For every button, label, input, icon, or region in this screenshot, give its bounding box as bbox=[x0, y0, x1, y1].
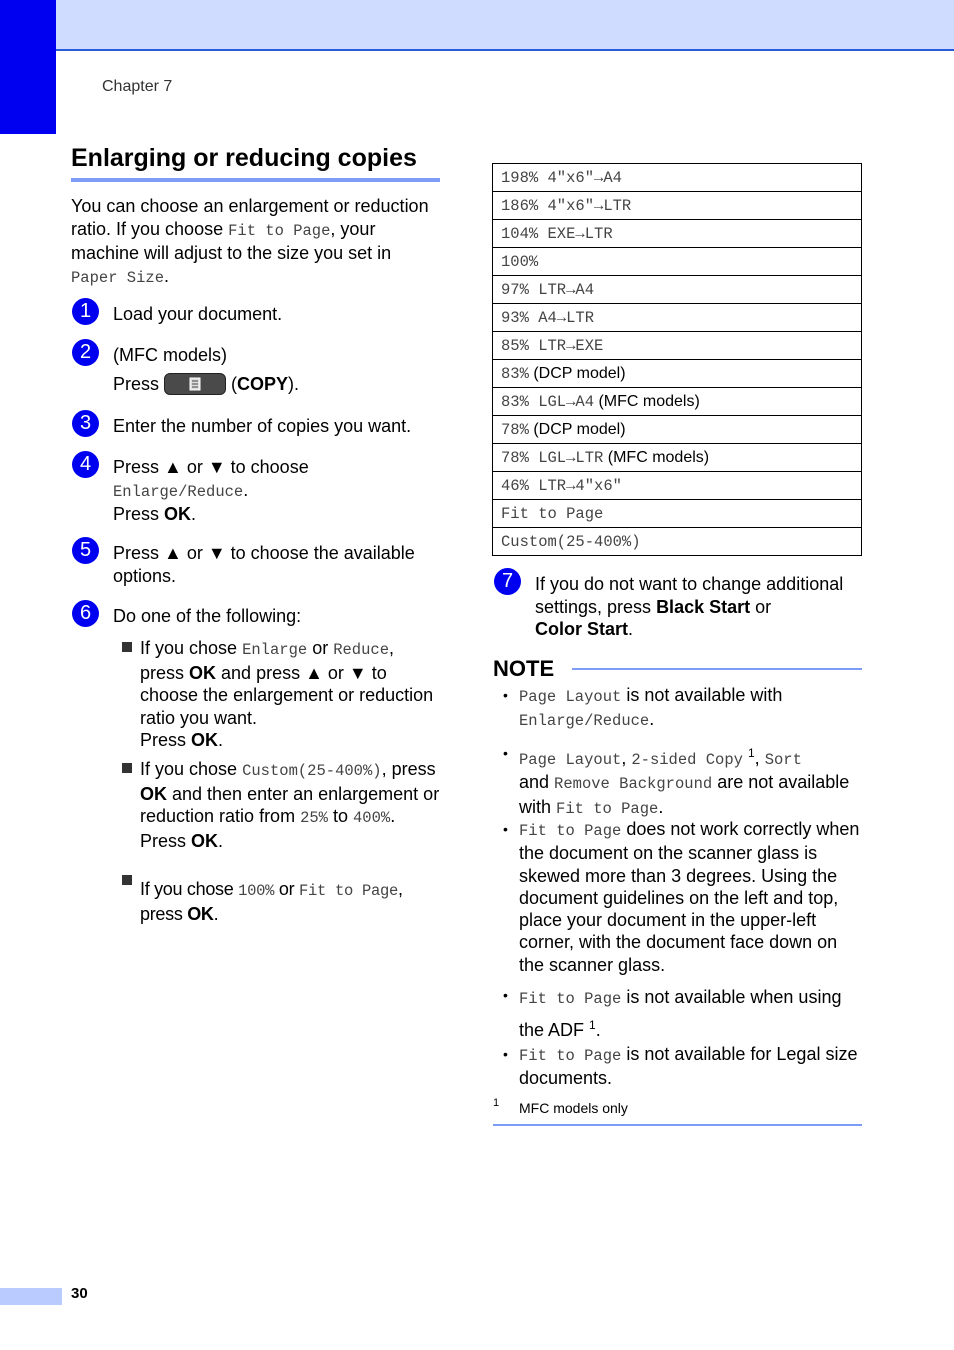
footer-bar bbox=[0, 1288, 62, 1305]
ratio-row bbox=[493, 332, 862, 360]
note-bottom-divider bbox=[493, 1124, 862, 1126]
step-7-text: If you do not want to change additional settings, press Black Start or Color Start. bbox=[535, 574, 844, 639]
ratio-row bbox=[493, 388, 862, 416]
ratio-cell bbox=[493, 500, 862, 528]
step-2-models: (MFC models) bbox=[113, 345, 228, 365]
ratio-row bbox=[493, 220, 862, 248]
ratio-cell bbox=[493, 360, 862, 388]
step-2-badge: 2 bbox=[72, 339, 99, 366]
step-6-option-2: If you chose Custom(25-400%), press OK and then enter an enlargement or reduction ratio from 25% to 400%. Press OK. bbox=[140, 759, 440, 851]
step-1-badge: 1 bbox=[72, 298, 99, 325]
ratio-code: 186% 4"x6"→LTR bbox=[501, 196, 632, 215]
note-item-2: Page Layout, 2-sided Copy $^1$, Sort and Remove Background are not available with Fit to Page. bbox=[519, 746, 850, 818]
step-4-badge: 4 bbox=[72, 451, 99, 478]
ratio-code: 97% LTR→A4 bbox=[501, 280, 595, 299]
ratio-code: 83% LGL→A4 bbox=[501, 392, 595, 411]
ratio-cell bbox=[493, 192, 862, 220]
ratio-code: 46% LTR→4"x6" bbox=[501, 476, 622, 495]
step-4-text: Press ▲ or ▼ to choose Enlarge/Reduce. Press OK. bbox=[113, 457, 309, 524]
ratio-code: Custom(25-400%) bbox=[501, 532, 641, 551]
ratio-note: (MFC models) bbox=[594, 392, 700, 410]
ratio-cell bbox=[493, 332, 862, 360]
chapter-label: Chapter 7 bbox=[102, 78, 173, 95]
note-item-4: Fit to Page is not available when using the ADF $^1$. bbox=[519, 987, 842, 1040]
ratio-row bbox=[493, 276, 862, 304]
ratio-row bbox=[493, 192, 862, 220]
bullet-square bbox=[122, 763, 132, 773]
copy-icon bbox=[189, 377, 202, 391]
ratio-cell bbox=[493, 164, 862, 192]
bullet-square bbox=[122, 642, 132, 652]
note-item-5: Fit to Page is not available for Legal size documents. bbox=[519, 1044, 858, 1089]
ratio-cell bbox=[493, 444, 862, 472]
ratio-code: 198% 4"x6"→A4 bbox=[501, 168, 622, 187]
note-bullet: • bbox=[503, 821, 508, 837]
note-divider bbox=[572, 668, 862, 670]
ratio-table bbox=[492, 163, 862, 556]
note-bullet: • bbox=[503, 1046, 508, 1062]
step-3-text: Enter the number of copies you want. bbox=[113, 416, 412, 436]
section-title: Enlarging or reducing copies bbox=[71, 144, 440, 182]
ratio-code: 100% bbox=[501, 252, 539, 271]
step-5-badge: 5 bbox=[72, 537, 99, 564]
step-5-text: Press ▲ or ▼ to choose the available options. bbox=[113, 543, 415, 586]
ratio-cell bbox=[493, 528, 862, 556]
ratio-cell bbox=[493, 304, 862, 332]
ratio-row bbox=[493, 360, 862, 388]
bullet-square bbox=[122, 875, 132, 885]
ratio-row bbox=[493, 164, 862, 192]
ratio-code: Fit to Page bbox=[501, 504, 604, 523]
intro-paragraph: You can choose an enlargement or reduction ratio. If you choose Fit to Page, your machine will adjust to the size you set in Paper Size. bbox=[71, 196, 429, 287]
ratio-row bbox=[493, 500, 862, 528]
ratio-row bbox=[493, 416, 862, 444]
ratio-code: 83% bbox=[501, 364, 529, 383]
note-bullet: • bbox=[503, 987, 508, 1003]
ratio-row bbox=[493, 304, 862, 332]
ratio-cell bbox=[493, 388, 862, 416]
chapter-tab bbox=[0, 0, 56, 134]
ratio-code: 78% bbox=[501, 420, 529, 439]
note-item-1: Page Layout is not available with Enlarge/Reduce. bbox=[519, 685, 783, 731]
ratio-cell bbox=[493, 472, 862, 500]
ratio-cell bbox=[493, 276, 862, 304]
step-1-text: Load your document. bbox=[113, 304, 283, 324]
ratio-code: 78% LGL→LTR bbox=[501, 448, 604, 467]
footnote-mark: 1 bbox=[493, 1097, 500, 1109]
ratio-code: 93% A4→LTR bbox=[501, 308, 595, 327]
note-bullet: • bbox=[503, 745, 508, 761]
step-2-press: Press (COPY). bbox=[113, 374, 300, 394]
ratio-row bbox=[493, 528, 862, 556]
footnote-text: MFC models only bbox=[519, 1100, 628, 1116]
step-6-text: Do one of the following: bbox=[113, 606, 302, 626]
note-item-3: Fit to Page does not work correctly when the document on the scanner glass is skewed more than 3 degrees. Using the document guidelines on the left and top, place your document in the upper-left corner, with the document face down on the scanner glass. bbox=[519, 819, 860, 975]
ratio-note: (DCP model) bbox=[528, 420, 626, 438]
ratio-row bbox=[493, 248, 862, 276]
ratio-note: (MFC models) bbox=[603, 448, 710, 466]
ratio-code: 104% EXE→LTR bbox=[501, 224, 613, 243]
note-bullet: • bbox=[503, 687, 508, 703]
step-6-badge: 6 bbox=[72, 600, 99, 627]
ratio-cell bbox=[493, 416, 862, 444]
ratio-note: (DCP model) bbox=[528, 364, 626, 382]
ratio-code: 85% LTR→EXE bbox=[501, 336, 604, 355]
ratio-cell bbox=[493, 248, 862, 276]
copy-key-button bbox=[164, 373, 226, 395]
step-7-badge: 7 bbox=[494, 568, 521, 595]
step-6-option-1: If you chose Enlarge or Reduce, press OK and press ▲ or ▼ to choose the enlargement or reduction ratio you want. Press OK. bbox=[140, 638, 434, 750]
ratio-cell bbox=[493, 220, 862, 248]
ratio-row bbox=[493, 472, 862, 500]
note-title: NOTE bbox=[493, 656, 555, 681]
step-3-badge: 3 bbox=[72, 410, 99, 437]
header-band bbox=[0, 0, 954, 51]
ratio-row bbox=[493, 444, 862, 472]
page-number: 30 bbox=[71, 1285, 88, 1302]
step-6-option-3: If you chose 100% or Fit to Page, press OK. bbox=[140, 879, 403, 924]
